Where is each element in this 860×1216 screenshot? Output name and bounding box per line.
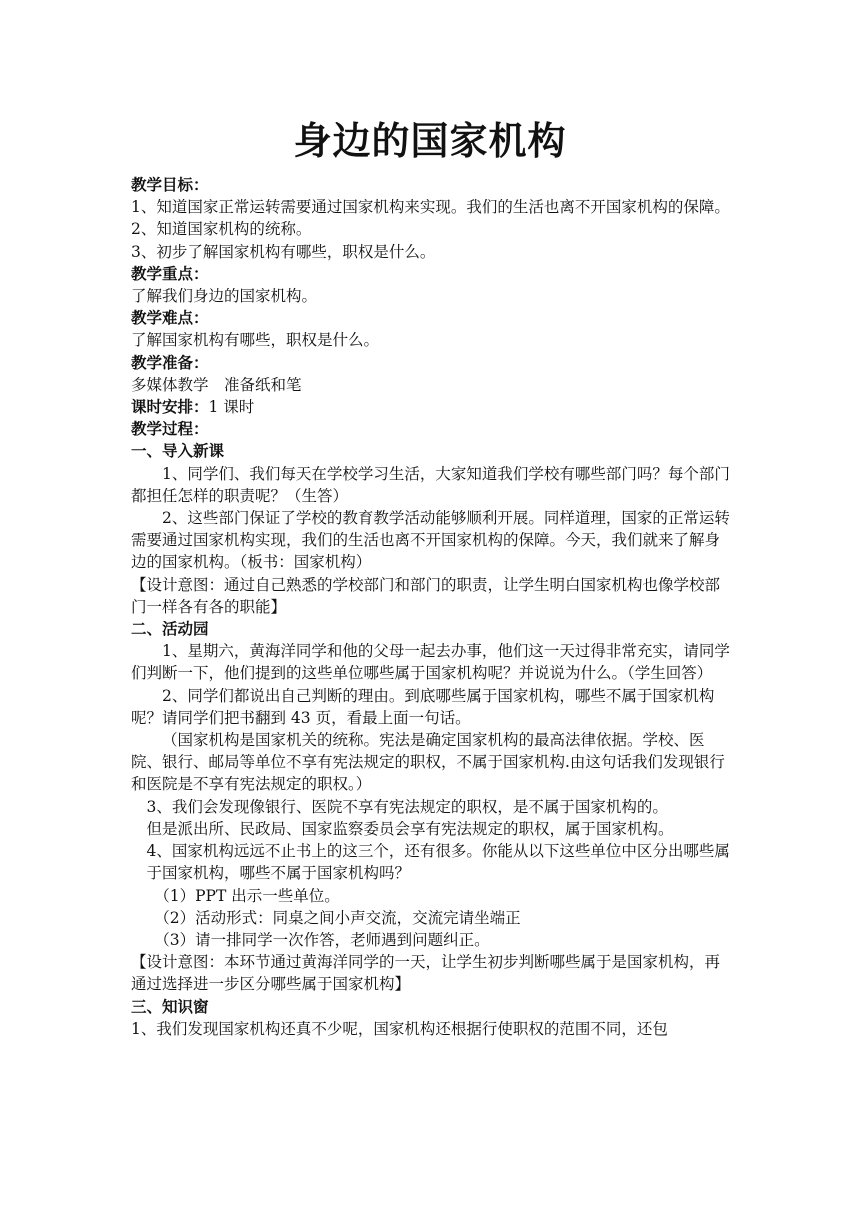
paragraph: 1、我们发现国家机构还真不少呢，国家机构还根据行使职权的范围不同，还包	[131, 1019, 668, 1038]
schedule-line	[131, 396, 731, 418]
prep-heading: 教学准备：	[131, 353, 209, 372]
design-intent: 【设计意图：本环节通过黄海洋同学的一天，让学生初步判断哪些属于是国家机构，再通过选择进一步区分哪些属于国家机构】	[131, 953, 721, 994]
list-item: （1）PPT 出示一些单位。	[154, 886, 340, 905]
paragraph: 3、我们会发现像银行、医院不享有宪法规定的职权，是不属于国家机构的。	[146, 797, 668, 816]
section-heading: 三、知识窗	[131, 997, 209, 1016]
key-heading: 教学重点：	[131, 264, 209, 283]
key-text: 了解我们身边的国家机构。	[131, 287, 318, 306]
list-item: （2）活动形式：同桌之间小声交流，交流完请坐端正	[154, 908, 521, 927]
schedule-value: 1 课时	[208, 398, 255, 417]
paragraph: （国家机构是国家机关的统称。宪法是确定国家机构的最高法律依据。学校、医院、银行、邮局等单位不享有宪法规定的职权，不属于国家机构.由这句话我们发现银行和医院是不享有宪法规定的职权。）	[131, 731, 725, 794]
schedule-label: 课时安排：	[131, 398, 209, 417]
document-body	[131, 174, 731, 1040]
page-title: 身边的国家机构	[293, 119, 567, 163]
goal-item: 3、初步了解国家机构有哪些，职权是什么。	[131, 242, 436, 261]
goal-heading: 教学目标：	[131, 176, 209, 194]
paragraph: 1、星期六，黄海洋同学和他的父母一起去办事，他们这一天过得非常充实，请同学们判断一下，他们提到的这些单位哪些属于国家机构呢？并说说为什么。（学生回答）	[131, 642, 730, 683]
paragraph: 2、这些部门保证了学校的教育教学活动能够顺利开展。同样道理，国家的正常运转需要通过国家机构实现，我们的生活也离不开国家机构的保障。今天，我们就来了解身边的国家机构。（板书：国家机构）	[131, 509, 730, 572]
process-heading: 教学过程：	[131, 420, 209, 439]
design-intent: 【设计意图：通过自己熟悉的学校部门和部门的职责，让学生明白国家机构也像学校部门一样各有各的职能】	[131, 575, 721, 616]
paragraph: 4、国家机构远远不止书上的这三个，还有很多。你能从以下这些单位中区分出哪些属于国家机构，哪些不属于国家机构吗？	[146, 842, 730, 883]
paragraph: 2、同学们都说出自己判断的理由。到底哪些属于国家机构，哪些不属于国家机构呢？请同学们把书翻到 43 页，看最上面一句话。	[131, 686, 715, 727]
section-heading: 二、活动园	[131, 620, 209, 639]
list-item: （3）请一排同学一次作答，老师遇到问题纠正。	[154, 930, 490, 949]
difficulty-text: 了解国家机构有哪些，职权是什么。	[131, 331, 380, 350]
difficulty-heading: 教学难点：	[131, 309, 209, 328]
goal-item: 2、知道国家机构的统称。	[131, 220, 312, 239]
section-heading: 一、导入新课	[131, 442, 225, 461]
prep-text: 多媒体教学 准备纸和笔	[131, 375, 302, 394]
goal-item: 1、知道国家正常运转需要通过国家机构来实现。我们的生活也离不开国家机构的保障。	[131, 198, 730, 217]
paragraph: 1、同学们、我们每天在学校学习生活，大家知道我们学校有哪些部门吗？每个部门都担任怎样的职责呢？（生答）	[131, 464, 730, 505]
paragraph: 但是派出所、民政局、国家监察委员会享有宪法规定的职权，属于国家机构。	[146, 819, 674, 838]
